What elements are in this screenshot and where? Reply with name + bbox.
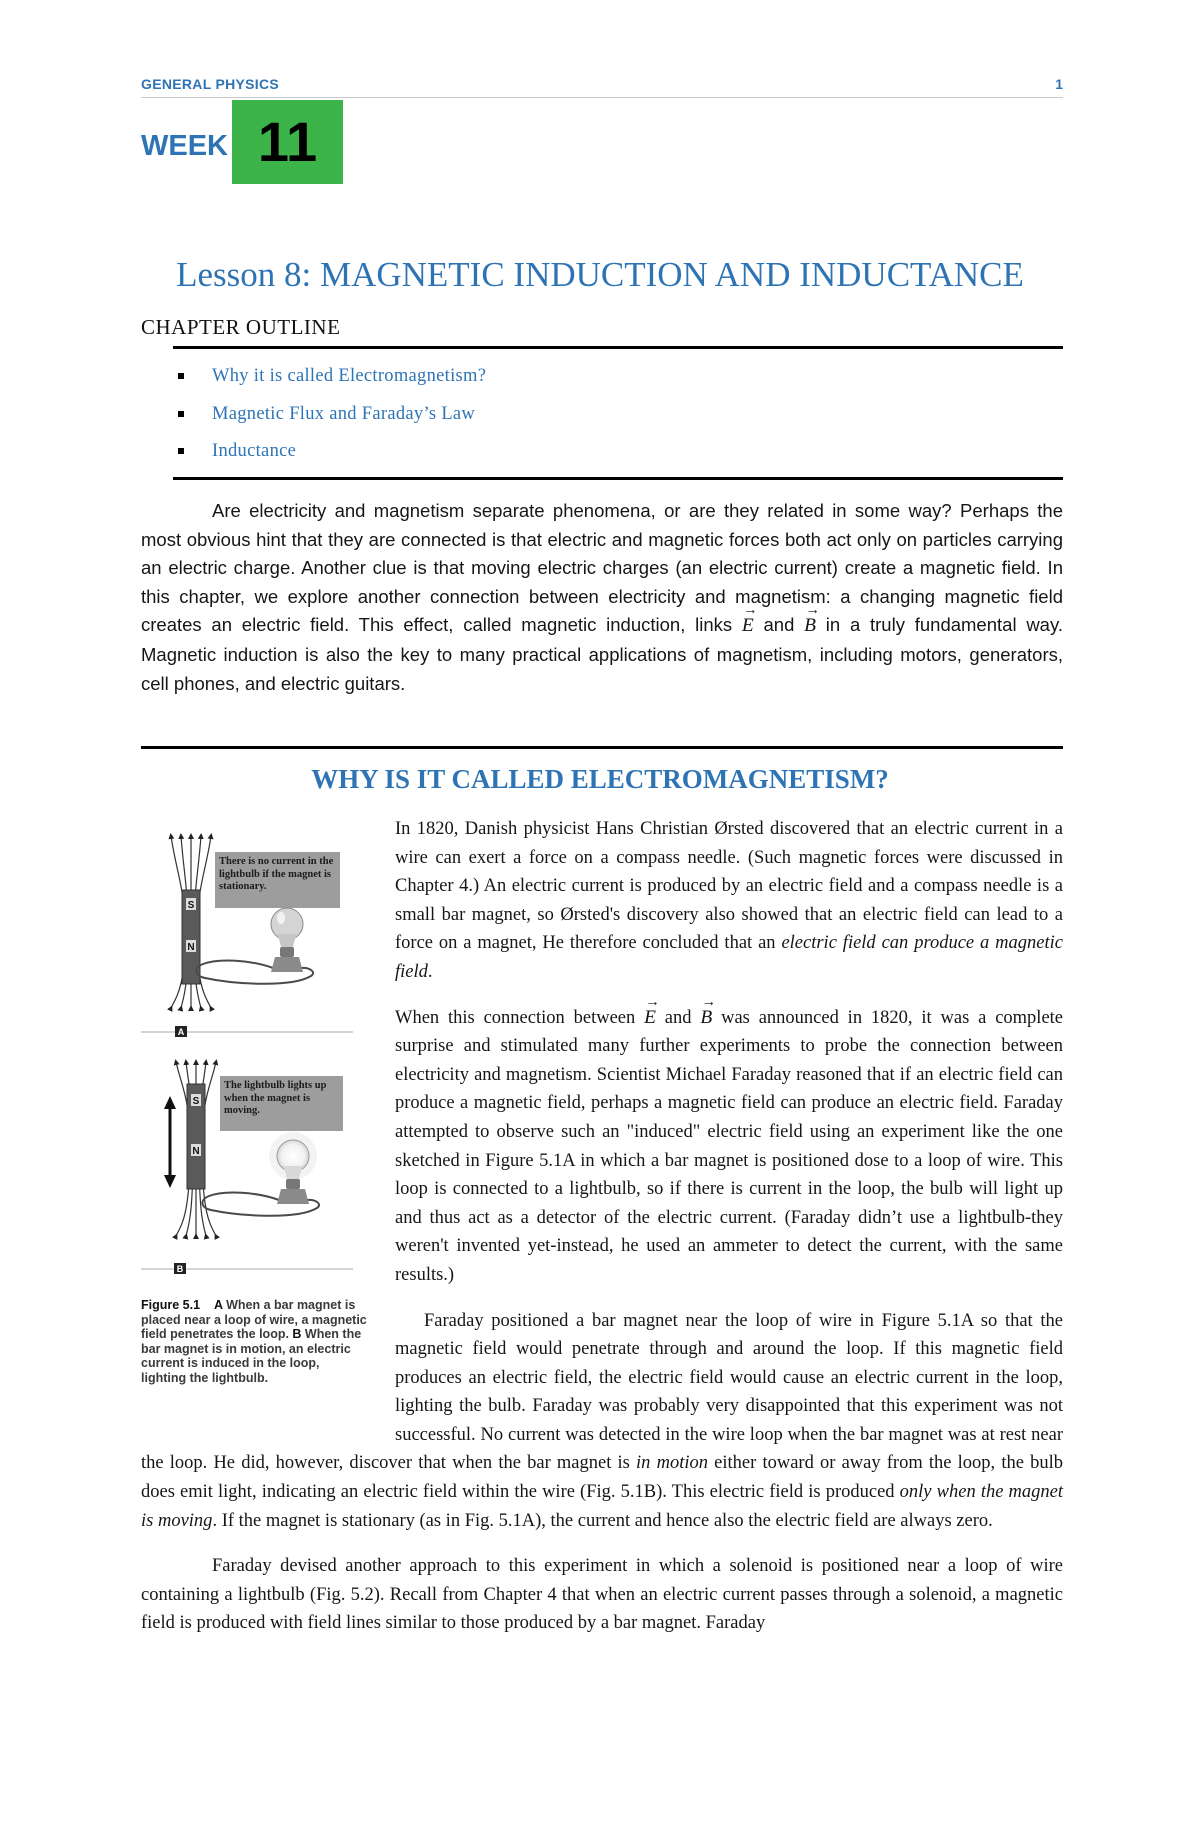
square-bullet-icon — [178, 411, 184, 417]
caption-text-a: When a bar magnet is placed near a loop of wire, a magnetic field penetrates the loop. — [141, 1298, 367, 1342]
section-rule — [141, 746, 1063, 749]
paragraph-text: either toward or away from the loop, the bulb does emit light, indicating an electric field within the wire (Fig. 5.1B). This electric field is produced — [141, 1453, 1064, 1503]
figure-5-1 — [141, 826, 377, 1421]
chapter-outline-heading: CHAPTER OUTLINE — [141, 315, 341, 339]
intro-paragraph — [141, 497, 1063, 698]
outline-bottom-rule — [173, 477, 1063, 480]
lightbulb-highlight — [277, 912, 285, 924]
outline-link-inductance[interactable]: Inductance — [212, 441, 297, 461]
header-divider — [141, 97, 1063, 98]
figure-caption — [141, 1298, 367, 1386]
lightbulb-base — [280, 947, 294, 957]
panel-marker-a: A — [177, 1027, 185, 1037]
intro-text-end: in a truly fundamental way. Magnetic induction is also the key to many practical applications of magnetism, including motors, generators, cell phones, and electric guitars. — [141, 614, 1063, 694]
magnet-north-label: N — [187, 942, 195, 953]
paragraph-text: was announced in 1820, it was a complete surprise and stimulated many further experiments to probe the connection between electricity and magnetism. Scientist Michael Faraday reasoned that if an electric field can produce a magnetic field, perhaps a magnetic field can produce an electric field. Faraday attempted to observe such an "induced" electric field using an experiment like the one sketched in Figure 5.1A in which a bar magnet is positioned dose to a loop of wire. This loop is connected to a lightbulb, so if there is current in the loop, the bulb will light up and thus act as a detector of the electric current. (Faraday didn’t use a lightbulb-they weren't invented yet-instead, he used an ammeter to detect the current, with the same results.) — [395, 1007, 1064, 1285]
emphasis-text: in motion — [636, 1453, 708, 1474]
section-body — [141, 815, 1063, 1655]
magnet-south-label: S — [192, 1096, 200, 1107]
figure-number: Figure 5.1 — [141, 1298, 201, 1312]
outline-link-electromagnetism[interactable]: Why it is called Electromagnetism? — [212, 366, 487, 386]
paragraph-text: . If the magnet is stationary (as in Fig. 5.1A), the current and hence also the electric field are always zero. — [212, 1510, 993, 1531]
figure-illustration — [141, 826, 377, 1296]
motion-arrow-up-icon — [164, 1096, 176, 1109]
paragraph-solenoid — [141, 1552, 1063, 1638]
emphasis-text: only when the magnet is moving — [141, 1482, 1063, 1531]
vector-e-symbol: → E — [742, 612, 754, 641]
outline-top-rule — [173, 346, 1063, 349]
square-bullet-icon — [178, 373, 184, 379]
week-label: WEEK — [141, 130, 228, 162]
lightbulb-base — [286, 1179, 300, 1189]
vector-b-symbol: → B — [700, 1004, 712, 1033]
lightbulb-socket — [271, 957, 303, 972]
caption-key-b: B — [292, 1327, 302, 1342]
intro-text-start: Are electricity and magnetism separate phenomena, or are they related in some way? Perhaps the most obvious hint that they are connected is that electric and magnetic forces both act only on particles carrying an electric charge. Another clue is that moving electric charges (an electric current) create a magnetic field. In this chapter, we explore another connection between electricity and magnetism: a changing magnetic field creates an electric field. This effect, called magnetic induction, links — [141, 500, 1063, 636]
paragraph-text: In 1820, Danish physicist Hans Christian Ørsted discovered that an electric current in a wire can exert a force on a compass needle. (Such magnetic forces were discussed in Chapter 4.) An electric current is produced by an electric field and a compass needle is a small bar magnet, so Ørsted's discovery also showed that an electric field can lead to a force on a magnet, He therefore concluded that an — [395, 819, 1063, 954]
square-bullet-icon — [178, 448, 184, 454]
paragraph-text: and — [655, 1007, 701, 1028]
caption-key-a: A — [214, 1298, 223, 1312]
week-badge — [232, 100, 343, 184]
paragraph-text: When this connection between — [395, 1007, 645, 1028]
magnet-south-label: S — [187, 900, 195, 911]
figure-note-b: The lightbulb lights up when the magnet is moving. — [224, 1080, 327, 1117]
intro-conjunction: and — [753, 614, 805, 636]
paragraph-text: Faraday devised another approach to this experiment in which a solenoid is positioned near a loop of wire containing a lightbulb (Fig. 5.2). Recall from Chapter 4 that when an electric current passes through a solenoid, a magnetic field is produced with field lines similar to those produced by a bar magnet. Faraday — [141, 1556, 1063, 1634]
week-number: 11 — [257, 110, 318, 173]
paragraph-text: . — [427, 961, 433, 982]
lesson-title: Lesson 8: MAGNETIC INDUCTION AND INDUCTANCE — [176, 255, 1024, 294]
outline-link-magnetic-flux[interactable]: Magnetic Flux and Faraday’s Law — [212, 403, 476, 424]
vector-e-symbol: → E — [644, 1004, 656, 1033]
section-heading: WHY IS IT CALLED ELECTROMAGNETISM? — [311, 764, 889, 794]
figure-note-a: There is no current in the lightbulb if the magnet is stationary. — [219, 856, 334, 893]
caption-text-b: When the bar magnet is in motion, an electric current is induced in the loop, lighting the lightbulb. — [141, 1327, 362, 1385]
lightbulb-neck — [277, 934, 297, 948]
panel-marker-b: B — [176, 1264, 184, 1274]
magnet-north-label: N — [192, 1146, 200, 1157]
emphasis-text: electric field can produce a magnetic field — [395, 933, 1063, 982]
lightbulb-socket — [277, 1189, 309, 1204]
paragraph-text: Faraday positioned a bar magnet near the loop of wire in Figure 5.1A so that the magnetic field would penetrate through and around the loop. If this magnetic field produces an electric field, the electric field would cause an electric current in the loop, lighting the bulb. Faraday was probably very disappointed that this experiment was not successful. No current was detected in the wire loop when the bar magnet was at rest near the loop. He did, however, discover that when the bar magnet is — [141, 1310, 1063, 1474]
motion-arrow-down-icon — [164, 1175, 176, 1188]
header-course-title: GENERAL PHYSICS — [141, 76, 280, 92]
header-page-number: 1 — [1055, 76, 1063, 92]
vector-b-symbol: → B — [804, 612, 816, 641]
